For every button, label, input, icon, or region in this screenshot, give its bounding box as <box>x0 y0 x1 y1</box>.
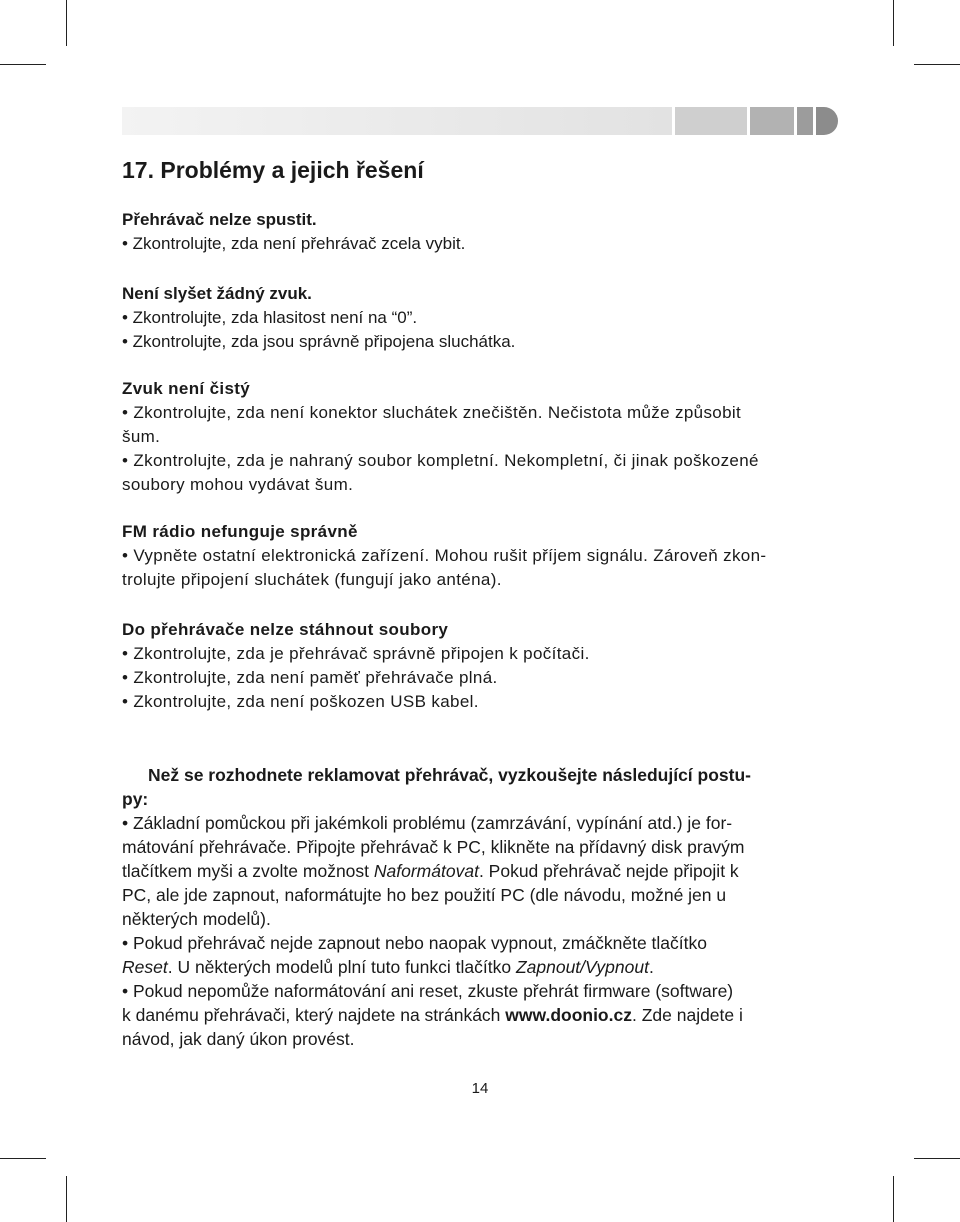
crop-mark <box>66 0 67 46</box>
section-heading: Není slyšet žádný zvuk. <box>122 284 312 303</box>
section-heading: Do přehrávače nelze stáhnout soubory <box>122 620 449 639</box>
bullet-line: • Zkontrolujte, zda není paměť přehrávače plná. <box>122 668 498 687</box>
crop-mark <box>66 1176 67 1222</box>
bullet-line: šum. <box>122 427 161 446</box>
website-link[interactable]: www.doonio.cz <box>505 1005 632 1025</box>
bullet-line: • Zkontrolujte, zda není konektor sluchátek znečištěn. Nečistota může způsobit <box>122 403 742 422</box>
paragraph-line: návod, jak daný úkon provést. <box>122 1029 355 1049</box>
page-title: 17. Problémy a jejich řešení <box>122 157 424 183</box>
section-sound-not-clear <box>122 377 838 497</box>
page-number: 14 <box>471 1080 489 1097</box>
paragraph-line: • Pokud přehrávač nejde zapnout nebo naopak vypnout, zmáčkněte tlačítko <box>122 933 707 953</box>
crop-mark <box>0 1158 46 1159</box>
section-fm-radio <box>122 520 838 592</box>
bullet-line: • Zkontrolujte, zda je nahraný soubor kompletní. Nekompletní, či jinak poškozené <box>122 451 759 470</box>
paragraph-line: • Základní pomůckou při jakémkoli problému (zamrzávání, vypínání atd.) je for- <box>122 813 733 833</box>
bullet-line: • Zkontrolujte, zda je přehrávač správně připojen k počítači. <box>122 644 590 663</box>
bullet-line: • Zkontrolujte, zda hlasitost není na “0”. <box>122 308 418 327</box>
section-cannot-download <box>122 618 838 714</box>
before-complaint-section <box>122 763 838 1051</box>
paragraph-line: některých modelů). <box>122 909 271 929</box>
bullet-line: trolujte připojení sluchátek (fungují jako anténa). <box>122 570 502 589</box>
bullet-line: • Zkontrolujte, zda není přehrávač zcela vybit. <box>122 234 466 253</box>
reset-button-label: Reset <box>122 957 168 977</box>
crop-mark <box>914 64 960 65</box>
header-bar <box>122 107 838 135</box>
section-cannot-start <box>122 208 838 256</box>
final-heading: Než se rozhodnete reklamovat přehrávač, vyzkoušejte následující postu- <box>148 765 751 785</box>
section-no-sound <box>122 282 838 354</box>
power-button-label: Zapnout/Vypnout <box>515 957 649 977</box>
crop-mark <box>0 64 46 65</box>
paragraph-line: • Pokud nepomůže naformátování ani reset, zkuste přehrát firmware (software) <box>122 981 734 1001</box>
paragraph-line: PC, ale jde zapnout, naformátujte ho bez použití PC (dle návodu, možné jen u <box>122 885 727 905</box>
bullet-line: • Vypněte ostatní elektronická zařízení. Mohou rušit příjem signálu. Zároveň zkon- <box>122 546 767 565</box>
section-heading: Zvuk není čistý <box>122 379 251 398</box>
bullet-line: soubory mohou vydávat šum. <box>122 475 354 494</box>
bullet-line: • Zkontrolujte, zda jsou správně připojena sluchátka. <box>122 332 516 351</box>
crop-mark <box>893 0 894 46</box>
section-heading: FM rádio nefunguje správně <box>122 522 358 541</box>
section-heading: Přehrávač nelze spustit. <box>122 210 317 229</box>
paragraph-line: mátování přehrávače. Připojte přehrávač k PC, klikněte na přídavný disk pravým <box>122 837 745 857</box>
paragraph-line: Reset. U některých modelů plní tuto funkci tlačítko Zapnout/Vypnout. <box>122 957 654 977</box>
final-heading-cont: py: <box>122 789 149 809</box>
paragraph-line: tlačítkem myši a zvolte možnost Naformátovat. Pokud přehrávač nejde připojit k <box>122 861 739 881</box>
crop-mark <box>893 1176 894 1222</box>
bullet-line: • Zkontrolujte, zda není poškozen USB kabel. <box>122 692 479 711</box>
paragraph-line: k danému přehrávači, který najdete na stránkách www.doonio.cz. Zde najdete i <box>122 1005 743 1025</box>
format-option: Naformátovat <box>373 861 479 881</box>
crop-mark <box>914 1158 960 1159</box>
